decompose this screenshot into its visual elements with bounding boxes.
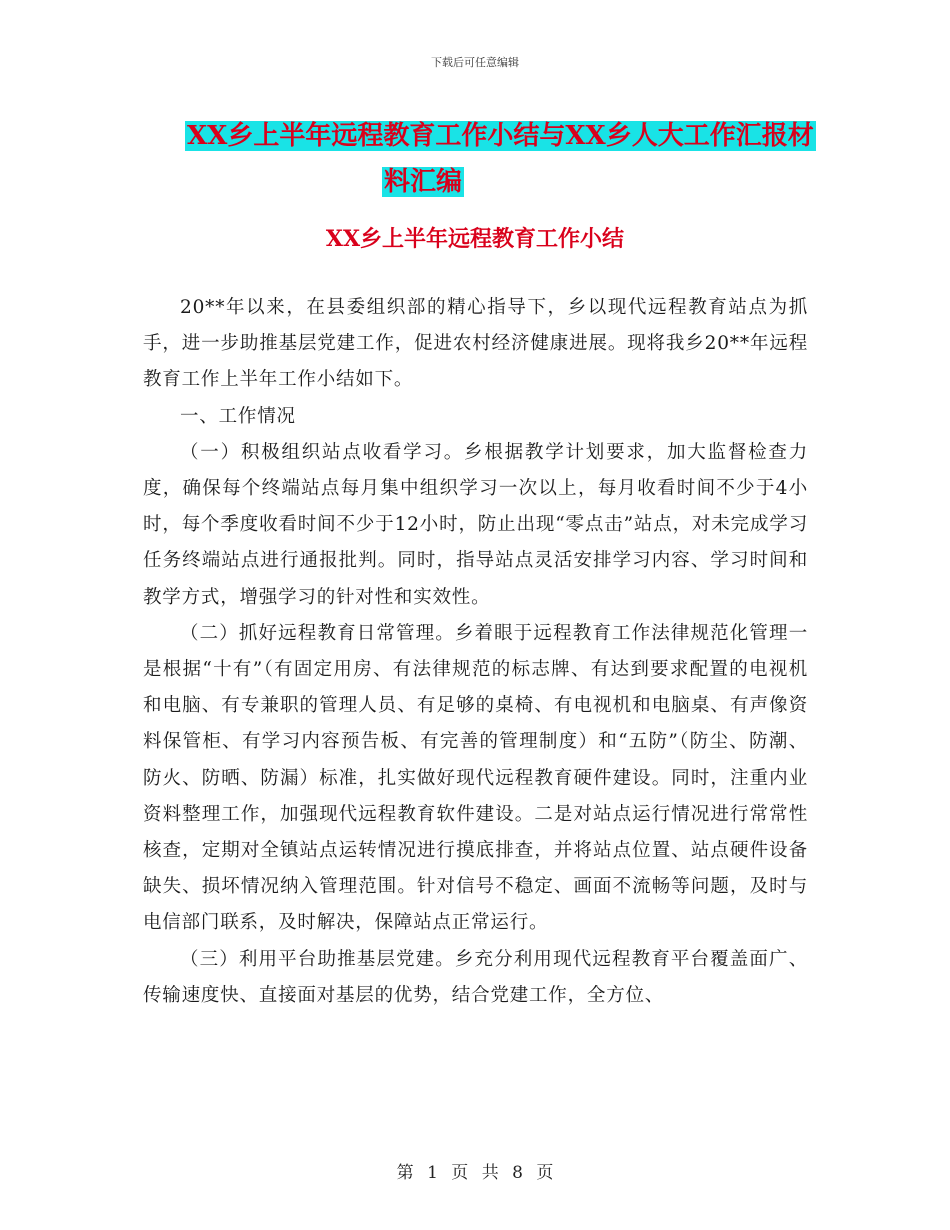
footer-suffix: 页 [536,1163,554,1183]
page-footer [0,1158,950,1183]
paragraph-1: （一）积极组织站点收看学习。乡根据教学计划要求，加大监督检查力度，确保每个终端站点每月集中组织学习一次以上，每月收看时间不少于4小时，每个季度收看时间不少于12小时，防止出现“零点击”站点，对未完成学习任务终端站点进行通报批判。同时，指导站点灵活安排学习内容、学习时间和教学方式，增强学习的针对性和实效性。 [143,441,808,608]
total-pages: 8 [512,1163,523,1183]
footer-prefix: 第 [396,1163,414,1183]
paragraph-2: （二）抓好远程教育日常管理。乡着眼于远程教育工作法律规范化管理一是根据“十有”（有固定用房、有法律规范的标志牌、有达到要求配置的电视机和电脑、有专兼职的管理人员、有足够的桌椅、有电视机和电脑桌、有声像资料保管柜、有学习内容预告板、有完善的管理制度）和“五防”（防尘、防潮、防火、防晒、防漏）标准，扎实做好现代远程教育硬件建设。同时，注重内业资料整理工作，加强现代远程教育软件建设。二是对站点运行情况进行常常性核查，定期对全镇站点运转情况进行摸底排查，并将站点位置、站点硬件设备缺失、损坏情况纳入管理范围。针对信号不稳定、画面不流畅等问题，及时与电信部门联系，及时解决，保障站点正常运行。 [143,622,808,934]
footer-mid1: 页 [451,1163,469,1183]
title-line-2: 料汇编 [383,167,462,197]
document-title [143,113,823,205]
footer-mid2: 共 [481,1163,499,1183]
paragraph-3: （三）利用平台助推基层党建。乡充分利用现代远程教育平台覆盖面广、传输速度快、直接面对基层的优势，结合党建工作，全方位、 [143,948,808,1006]
section-title: XX乡上半年远程教育工作小结 [325,226,625,252]
heading-work-status: 一、工作情况 [180,405,296,427]
page-number: 1 [427,1163,438,1183]
title-line-1: XX乡上半年远程教育工作小结与XX乡人大工作汇报材 [187,121,814,151]
paragraph-intro: 20**年以来，在县委组织部的精心指导下，乡以现代远程教育站点为抓手，进一步助推基层党建工作，促进农村经济健康进展。现将我乡20**年远程教育工作上半年工作小结如下。 [143,297,808,391]
body-text [143,290,808,1014]
header-note: 下载后可任意编辑 [431,56,519,69]
